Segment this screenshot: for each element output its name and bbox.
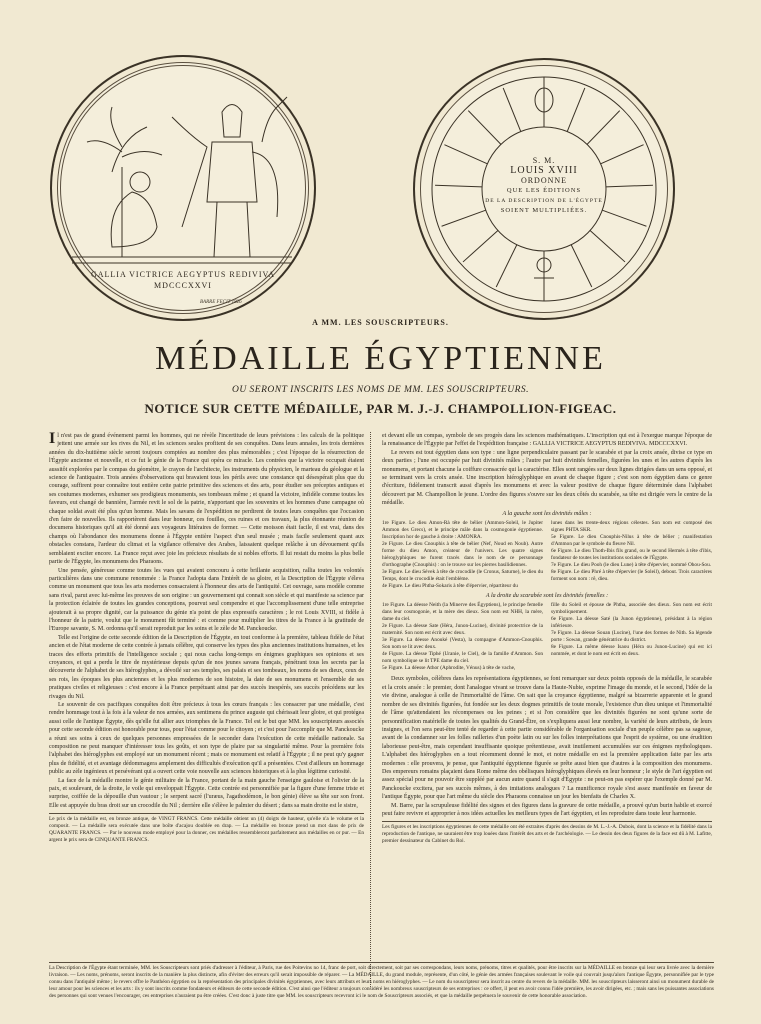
subtitle-names: OU SERONT INSCRITS LES NOMS DE MM. LES SOUSCRIPTEURS. (231, 385, 530, 395)
figure-entry: 4e Figure. La déesse Tiphé (Uranie, le Ciel), de la famille d'Ammon. Son nom symbolique se lit TPE dame du ciel. (382, 651, 543, 665)
paragraph: Le revers est tout égyptien dans son type : une ligne perpendiculaire passant par le scarabée et par la croix ansée, divise ce type en deux parties ; l'une est occupée par huit divinités mâles ; l'autre par huit divinités femelles, figurées les unes et les autres d'après les monumens, et portant chacune la coiffure consacrée qui la caractérise. Elles sont rangées sur deux lignes dirigées dans un sens opposé, et se terminant vers la croix ansée. Une inscription hiéroglyphique en avant de chaque figure ; c'est son nom égyptien dans ce genre d'écriture, fidèlement transcrit aussi d'après les monumens et avec la valeur positive de chaque figure déterminée dans l'alphabet découvert par M. Champollion le jeune. L'ordre des figures s'ouvre sur les deux côtés du scarabée, sa tête est dirigée vers le centre de la médaille. (382, 449, 712, 507)
footnote-credits: Les figures et les inscriptions égyptiennes de cette médaille ont été extraites d'après des dessins de M. L.-J.-A. Dubois, dont la science et la fidélité dans la reproduction de l'antique, ne sauraient être trop louées dans l'intérêt des arts et de l'archéologie. — Le dessin des deux figures de la face est dû à M. Lafitte, premier dessinateur du Cabinet du Roi. (382, 821, 712, 845)
section-heading-female: A la droite du scarabée sont les divinités femelles : (485, 593, 609, 600)
paragraph: Une pensée, généreuse comme toutes les vues qui avaient concouru à cette brillante acquisition, rallia toutes les volontés particulières dans une commune renommée : la France l'adopta dans l'intérêt de sa gloire, et la Description de l'Égypte s'éleva comme un monument que tous les arts modernes consacraient à l'honneur des arts de l'antiquité. Cet ouvrage, sans modèle comme sans rival, parut avec lui-même les preuves de son origine : un gouvernement qui connait son siècle et qui manifeste sa science par la protection éclairée de toutes les grandes conceptions, pourvut seul compendre et que l'accomplissement d'une telle entreprise ajouterait à sa propre dignité, car la puissance du génie n'a point de plus expressifs caractères ; le roi Louis XVIII, si fidèle à l'honneur de la patrie, voulut que le monument fût terminé : et comme pour multiplier les titres de la France à la gratitude de l'Europe savante, S. M. ordonna qu'il serait reproduit par les soins et le zèle de M. Panckoucke. (49, 567, 364, 633)
figure-entry: 1re Figure. La déesse Neith (la Minerve des Égyptiens), le principe femelle dans leur cosmogonie, et la mère des dieux. Son nom est NHH, la mère, dame du ciel. (382, 602, 543, 623)
inscription-line: SOIENT MULTIPLIÉES. (500, 207, 588, 214)
inscription-line: ORDONNE (520, 176, 568, 185)
figure-entry: 5e Figure. La déesse Athor (Aphrodite, Vénus) à tête de vache, (382, 665, 516, 672)
paragraph: Le souvenir de ces pacifiques conquêtes doit être précieux à tous les cœurs français : les consacrer par une médaille, c'est rendre hommage tout à la fois à la valeur de nos armées, aux sentimens du prince auguste qui chérissait leur gloire, et qui protégea aussi celle de l'antique Égypte, dès qu'elle fut allier aux triomphes de la France. Tel est le but que MM. les souscripteurs associés pour cette seconde édition est honorable pour tous, pour l'état comme pour le citoyen ; et c'est pour l'accomplir que M. Panckoucke a réuni ses soins à ceux de quelques personnes empressées de le seconder dans l'exécution de cette médaille nationale. Sa composition ne peut manquer d'intéresser tous les goûts, et son type de plaire par sa singularité même. Pour la première fois l'alphabet des hiéroglyphes est employé sur un monument récent ; mais ce monument est relatif à l'Égypte ; il ne peut qu'y gagner plus de fidélité, et et avantage dédommagera amplement des difficultés d'exécution qu'il a présentées. C'est d'ailleurs un hommage public au zèle ingénieux et persévérant qui a ouvert cette voie nouvelle aux sciences historiques et à la plus légitime curiosité. (49, 702, 364, 776)
inscription-line: DE LA DESCRIPTION DE L'ÉGYPTE (485, 198, 603, 204)
inscription-line: QUE LES ÉDITIONS (506, 187, 582, 194)
inscription-line: LOUIS XVIII (510, 165, 578, 176)
medal-reverse (413, 58, 675, 320)
paragraph: l n'est pas de grand événement parmi les hommes, qui ne révèle l'incertitude de leurs prévisions : les calculs de la politique jettent une armée sur les rives du Nil, et les sciences seules profitent de ses conquêtes. Dans leurs annales, les trois dernières années du dix-huitième siècle seront toujours comptées au nombre des plus mémorables ; c'est l'époque de la résurrection de l'Égypte ancienne et nouvelle, et ce fut le génie de la France qui opéra ce miracle. Les contrées que la victoire occupait étaient aussitôt explorées par le compas du géomètre, le crayon de l'architecte, les instruments du physicien, le marteau du géologue et la science de l'antiquaire. Trois années d'observations qui bravaient tous les périls avec une constance qui désespérait plus que du courage, suffirent pour connaître tout entière cette patrie primitive des sciences et des arts, pour étudier ses préceptes antiques et ses coutumes modernes, exhumer ses prodigieux monuments, ses tombeaux même ; et quand la victoire, infidèle comme toutes les faveurs, eut changé de bannière, l'armée revit le sol de la patrie, n'apportant que les souvenirs et les hommes d'une campagne où chaque soldat avait été plus qu'un homme. Mais les savans de l'expédition ne perdirent de toutes leurs conquêtes que l'occasion d'en faire de nouvelles. Ils rapportèrent dans leur honneur, ces fouilles, ces ruines et ces travaux, la plus étonnante réunion de documens historiques qu'il ait été donné aux voyageurs littéraires de former. — Cette moisson était facile, il est vrai, dans des champs où l'abondance des monumens donne à l'Égypte entière l'aspect d'un seul musée ; mais facile seulement quant aux obstacles constans, l'ardeur du climat et la vigilance offensive des Arabes, laissaient quelque relâche à un dévouement qu'ils semblaient exciter encore. La France reçut avec joie les précieux résultats de si nobles efforts. Il lui restait du moins la plus belle partie de l'Égypte, les monumens des Pharaons. (49, 433, 364, 566)
medal-reverse-inscription (475, 138, 613, 238)
drop-cap: I (49, 430, 56, 447)
paragraph: Deux symboles, célèbres dans les représentations égyptiennes, se font remarquer sur deux points opposés de la médaille, le scarabée et la croix ansée : le premier, dont l'analogue vivant se trouve dans la Haute-Nubie, exprime l'image du monde, et le second, l'idée de la vie divine, analogue à celle de l'immortalité de l'âme. On sait que la croyance égyptienne, malgré sa bizarrerie apparente et le grand nombre de ses divinités figurées, fut fondée sur les deux dogmes primitifs de toute morale, l'existence d'un dieu unique et l'immortalité de l'âme qu'attendaient les récompenses ou les peines ; et si l'on considère que les divinités figurées ne sont qu'une sorte de personnification matérielle de toutes les qualités du Grand-Être, on s'expliquera aussi leur nombre, la variété de leurs attributs, de leurs insignes, et l'on sera peut-être tenté de regarder à cette partie considérable de l'organisation sociale d'un peuple célèbre pas sa sagesse, avant de la condamner sur les folles railleries d'un poète latin ou sur les folles interprétations que l'esprit de système, ou une érudition laborieuse peut-être, mais cependant insuffisante quoique prétentieuse, avait inutilement accumulées sur ces énigmes mythologiques. L'alphabet des hiéroglyphes en a tout récemment donné le mot, et notre médaille en est la première application faite par les arts modernes : elle prouvera, je pense, que l'antiquité égyptienne figurée se prête aussi bien que d'autres à la composition des monumens. Des empereurs romains plaçaient dans Rome même des obélisques hiéroglyphiques élevés en leur honneur ; le style de l'art égyptien est assez spécial pour ne pouvoir être suppléé par aucun autre quand il s'agit d'Égypte : ne peut-on pas espérer que l'exemple donné par M. Panckoucke excitera, par ses succès mêmes, à des imitations analogues ? La munificence royale s'est assez manifestée en faveur de l'antique Égypte, pour que l'art même du siècle des Pharaons connaisse un jour les bienfaits de Charles X. (382, 676, 712, 801)
figure-entry: fille du Soleil et épouse de Phtha, associée des dieux. Son nom est écrit symboliquement. (551, 602, 712, 616)
paragraph: Telle est l'origine de cette seconde édition de la Description de l'Égypte, en tout conforme à la première, tableau fidèle de l'état ancien et de l'état moderne de cette contrée à jamais célèbre, qui conserve les types des plus anciennes institutions humaines, et les traces des efforts primitifs de l'intelligence sociale ; qui nous cacha long-temps en énigmes graphiques ses opinions et ses croyances, et qui a perdu le titre de mystérieuse depuis qu'un de nos jeunes savans français, pénétrant tous les secrets par la découverte de l'alphabet de ses hiéroglyphes, a dévoilé sur ses temples, ses palais et ses tombeaux, les noms de ses dieux, ceux de ses rois, les époques les plus anciennes et les plus modernes de son histoire, la date de ses monumens et l'ensemble de ses pratiques civiles et religieuses : c'est encore à la France perpétuant ainsi par des succès inespérés, ses succès précédens sur les rivages du Nil. (49, 634, 364, 700)
female-divinities (382, 602, 712, 672)
left-column (49, 432, 364, 844)
figure-entry: 6e Figure. Le dieu Thoth-Ibis fils grand, ou le second Hermès à tête d'ibis, fondateur de toutes les institutions sociales de l'Égypte. (551, 548, 712, 562)
paragraph: M. Barre, par la scrupuleuse fidélité des signes et des figures dans la gravure de cette médaille, a prouvé qu'un burin habile et exercé peut faire revivre et approprier à nos idées actuelles les meilleurs types de l'art égyptien, et les reproduire dans toute leur harmonie. (382, 802, 712, 817)
figure-entry: 3e Figure. La déesse Anouké (Vesta), la compagne d'Ammon-Cnouphis. Son nom se lit avec deux. (382, 637, 543, 651)
page-title: MÉDAILLE ÉGYPTIENNE (155, 340, 606, 377)
inscription-line: S. M. (532, 156, 556, 165)
figure-entry: 2e Figure. Le dieu Cnouphis à tête de bélier (Nef, Noud en Noub). Autre forme du dieu Amon, créateur de l'univers. Les quatre signes hiéroglyphiques ne furent tracés dans le nom de ce personnage d'orthographe (Cnouphis) : on le trouve sur les pierres basilidiennes. (382, 541, 543, 569)
medal-legend: GALLIA VICTRICE AEGYPTUS REDIVIVA (90, 270, 276, 279)
paragraph: La face de la médaille montre le génie militaire de la France, portant de la main gauche l'enseigne gauloise et l'olivier de la paix, et soulevant, de la droite, le voile qui enveloppait l'Égypte. Cette contrée est personnifiée par la figure d'une femme triste et surprise, coiffée de la dépouille d'un vautour ; le serpent sacré (l'uræus, l'agathodémon, le bon génie) élève sa tête sur son front. Elle est appuyée du bras droit sur un crocodile du Nil ; derrière elle s'élève le palmier du désert ; dans sa main droite est le sistre, (49, 777, 364, 809)
figure-entry: 1re Figure. Le dieu Amon-Rà tête de bélier (Ammon-Soleil, le Jupiter Ammon des Grecs), et le principe mâle dans la cosmogonie égyptienne. Inscription hor de gauche à droite : AMONRA. (382, 520, 543, 541)
figure-entry: lunes dans les trente-deux régions célestes. Son nom est composé des signes PHTA SKR. (551, 520, 712, 534)
medal-obverse (50, 55, 316, 321)
paragraph: et devant elle un compas, symbole de ses progrès dans les sciences mathématiques. L'inscription qui est à l'exergue marque l'époque de la renaissance de l'Égypte par l'effet de l'expédition française : GALLIA VICTRICE AEGYPTUS REDIVIVA. MDCCCXXVI. (382, 433, 712, 448)
male-divinities (382, 520, 712, 590)
figure-entry: 3e Figure. Le dieu Sévek à tête de crocodile (le Cronus, Saturne), le dieu du Temps, dont le crocodile était l'emblème. (382, 569, 543, 583)
figure-entry: 8e Figure. La même déesse Isaou (Héra ou Junon-Lucine) qui est ici nommée, et dont le nom est écrit en deux. (551, 644, 712, 658)
column-divider (370, 432, 371, 987)
footnote-price: Le prix de la médaille est, en bronze antique, de VINGT FRANCS. Cette médaille obtient un (4) doigts de hauteur, qu'elle n'a le volume et la composit. — La médaille sera exécutée dans une boîte d'acajou doublée en drap. — La médaille en bronze prend un mot dans de prix de QUARANTE FRANCS. — Par le nouveau mode employé pour la donner, ces médailles ressembleront parfaitement aux médailles en or pur. — En argent le prix sera de CINQUANTE FRANCS. (49, 813, 364, 844)
figure-entry: 8e Figure. Le dieu Phré à tête d'épervier (le Soleil), debout. Trois caractères forment son nom : rê, dieu. (551, 569, 712, 583)
medal-obverse-engraving (52, 57, 314, 319)
medal-signature: BARRE FECIT 1826 (200, 300, 242, 305)
figure-entry: 7e Figure. Le dieu Pooh (le dieu Lune) à tête d'épervier, nommé Ohou-Sou. (551, 562, 712, 569)
right-column (382, 432, 712, 845)
medal-year: MDCCCXXVI (154, 281, 212, 290)
figure-entry: 4e Figure. Le dieu Phtha-Sokaris à tête d'épervier, répartiteur du (382, 583, 518, 590)
bottom-notice: La Description de l'Égypte étant terminée, MM. les Souscripteurs sont priés d'adresser à l'éditeur, à Paris, rue des Poitevins no 14, franc de port, soit directement, soit par ses correspondans, leurs noms, prénoms, titres et qualités, pour être inscrits sur la MÉDAILLE en bronze qui leur sera livrée avec la dernière livraison. — Les noms, prénoms, seront inscrits de la manière la plus distincte, afin d'éviter des erreurs qu'il serait impossible de réparer. — La MÉDAILLE, du grand module, représente, d'un côté, le génie des armées françaises soulevant le voile qui couvrait jusqu'alors l'antique Égypte, personnifiée par le type connu dans l'antiquité même ; le revers offre le Panthéon égyptien ou la représentation des principales divinités égyptiennes, avec leurs attributs et leurs noms en hiéroglyphes. — Le nom du souscripteur sera inscrit au centre du revers de la médaille. MM. les souscripteurs laisseront ainsi un monument durable de leur amour pour les sciences et les arts : ils y sont inscrits comme fondateurs et éditeurs de cette seconde édition. C'est ainsi que l'éditeur a toujours considéré les nombreux souscripteurs de ses entreprises : ce offert, il peut en avoir connu l'idée première, les avoir dirigées, etc. ; mais sans les puissantes associations des personnes qui sont venues l'encourager, ces entreprises n'auraient pu être créées. C'est donc à juste titre que MM. les souscripteurs recevront ici le nom de Souscripteurs associés, et que la médaille perpétuera le souvenir de cette honorable association. (49, 962, 714, 1000)
figure-entry: 7e Figure. La déesse Souan (Lucine), l'une des formes de Nith. Sa légende porte : Sowan, grande génératrice du district. (551, 630, 712, 644)
dedication-line: A MM. LES SOUSCRIPTEURS. (312, 318, 449, 327)
figure-entry: 2e Figure. La déesse Sate (Héra, Junon-Lucine), divinité protectrice de la maternité. Son nom est écrit avec deux. (382, 623, 543, 637)
section-heading-male: A la gauche sont les divinités mâles : (502, 510, 592, 517)
figure-entry: 6e Figure. La déesse Saté (la Junon égyptienne), présidant à la région inférieure. (551, 616, 712, 630)
subtitle-notice: NOTICE SUR CETTE MÉDAILLE, PAR M. J.-J. CHAMPOLLION-FIGEAC. (144, 401, 617, 416)
figure-entry: 5e Figure. Le dieu Cnouphis-Nilus à tête de bélier ; manifestation d'Ammon par le symbole du fleuve Nil. (551, 534, 712, 548)
